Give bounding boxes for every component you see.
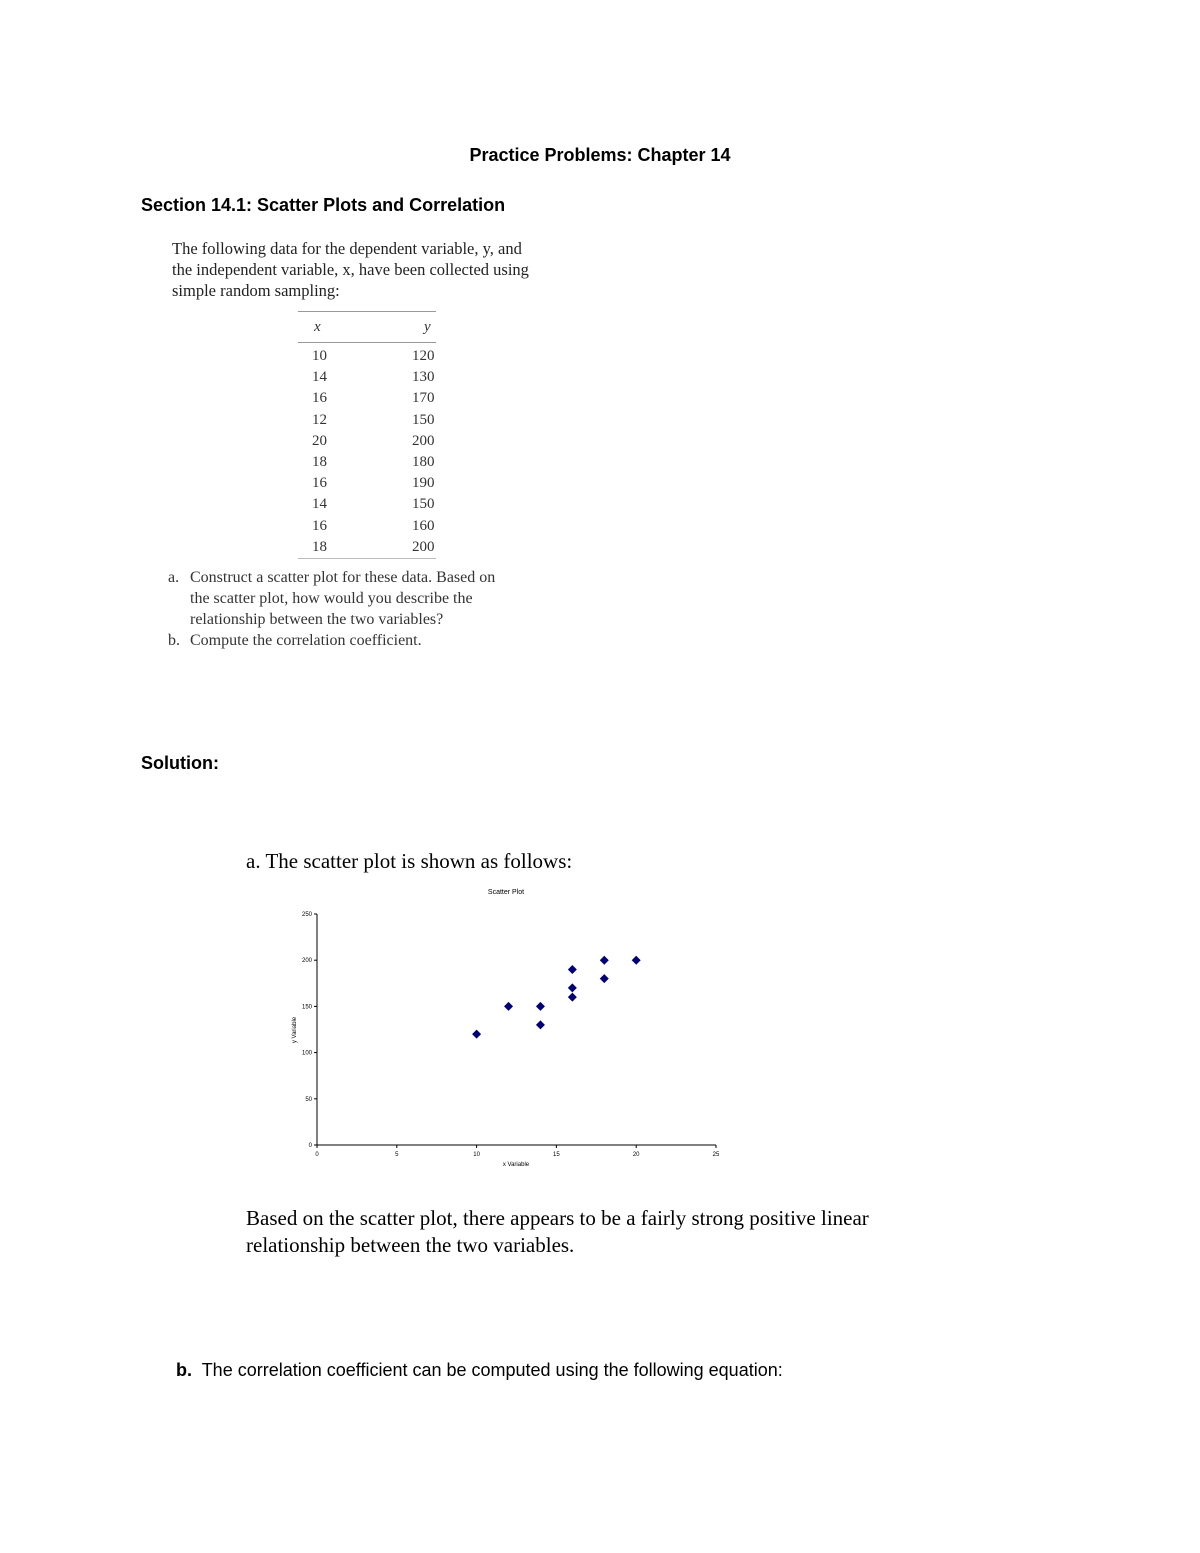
data-point: [568, 965, 577, 974]
y-tick-label: 150: [301, 1004, 312, 1011]
intro-line: the independent variable, x, have been collected using: [172, 260, 529, 279]
x-tick-label: 0: [315, 1152, 319, 1158]
table-cell-x: 14: [312, 496, 327, 513]
data-point: [504, 1002, 513, 1011]
table-cell-x: 20: [312, 432, 327, 449]
table-cell-y: 190: [412, 475, 435, 492]
question-letter: b.: [168, 632, 180, 649]
table-cell-y: 120: [412, 348, 435, 365]
solution-part-a: a. The scatter plot is shown as follows:: [246, 849, 573, 873]
table-cell-y: 160: [412, 517, 435, 534]
question-line: Compute the correlation coefficient.: [190, 632, 422, 649]
table-row: [298, 494, 436, 515]
table-row: [298, 388, 436, 409]
table-cell-y: 170: [412, 390, 435, 407]
data-point: [568, 983, 577, 992]
y-axis-ticks: [302, 912, 317, 1149]
part-b-text: The correlation coefficient can be computed using the following equation:: [201, 1360, 783, 1380]
table-cell-x: 12: [312, 411, 327, 428]
x-tick-label: 5: [395, 1152, 399, 1158]
data-point: [600, 956, 609, 965]
question-letter: a.: [168, 569, 180, 586]
x-tick-label: 10: [473, 1152, 480, 1158]
data-points: [472, 956, 641, 1039]
data-point: [600, 974, 609, 983]
x-axis-label: x Variable: [502, 1162, 530, 1168]
table-cell-y: 150: [412, 411, 435, 428]
y-tick-label: 50: [305, 1096, 312, 1103]
part-b-letter: b.: [176, 1360, 192, 1380]
table-cell-y: 200: [412, 537, 436, 559]
question-a: [168, 567, 548, 630]
data-point: [536, 1002, 545, 1011]
data-point: [536, 1020, 545, 1029]
table-cell-y: 130: [412, 369, 435, 386]
table-row: [298, 516, 436, 537]
table-row: [298, 431, 436, 452]
data-point: [568, 993, 577, 1002]
x-tick-label: 25: [712, 1152, 720, 1158]
data-point: [632, 956, 641, 965]
table-row: [298, 410, 436, 431]
table-cell-x: 16: [312, 475, 327, 492]
y-tick-label: 0: [308, 1143, 312, 1149]
table-cell-x: 14: [312, 369, 327, 386]
column-header-y: y: [412, 312, 436, 343]
question-line: relationship between the two variables?: [190, 611, 444, 628]
x-axis-ticks: [315, 1145, 720, 1158]
intro-line: The following data for the dependent variable, y, and: [172, 239, 522, 258]
intro-line: simple random sampling:: [172, 281, 340, 300]
question-line: the scatter plot, how would you describe the: [190, 590, 473, 607]
data-point: [472, 1030, 481, 1039]
table-cell-x: 16: [312, 390, 327, 407]
y-axis-label: y Variable: [292, 1016, 298, 1044]
column-header-x: x: [298, 312, 412, 343]
conclusion-line: Based on the scatter plot, there appears to be a fairly strong positive linear: [246, 1206, 869, 1230]
conclusion-line: relationship between the two variables.: [246, 1233, 575, 1257]
document-title: Practice Problems: Chapter 14: [469, 145, 731, 165]
table-cell-x: 18: [298, 537, 412, 559]
solution-part-b: [176, 1360, 783, 1381]
y-tick-label: 100: [301, 1050, 312, 1057]
question-b: [168, 630, 548, 651]
chart-title: Scatter Plot: [487, 889, 525, 896]
question-list: [168, 567, 548, 651]
problem-intro: [172, 238, 572, 301]
table-cell-x: 10: [312, 348, 327, 365]
question-line: Construct a scatter plot for these data. Based on: [190, 569, 496, 586]
scatter-chart: [280, 880, 740, 1175]
data-table: [298, 311, 436, 559]
section-heading: Section 14.1: Scatter Plots and Correlation: [141, 195, 506, 215]
solution-label: Solution:: [141, 753, 219, 773]
solution-conclusion: [246, 1205, 966, 1259]
table-row: [298, 537, 436, 559]
table-row: [298, 452, 436, 473]
table-cell-y: 180: [412, 454, 435, 471]
table-row: [298, 367, 436, 388]
table-cell-x: 16: [312, 517, 327, 534]
table-header-row: [298, 312, 436, 343]
table-cell-y: 200: [412, 432, 435, 449]
x-tick-label: 15: [553, 1152, 560, 1158]
x-tick-label: 20: [632, 1152, 640, 1158]
table-cell-y: 150: [412, 496, 435, 513]
table-cell-x: 18: [312, 454, 327, 471]
table-row: [298, 343, 436, 368]
y-tick-label: 250: [301, 912, 312, 918]
y-tick-label: 200: [301, 958, 312, 965]
table-row: [298, 473, 436, 494]
